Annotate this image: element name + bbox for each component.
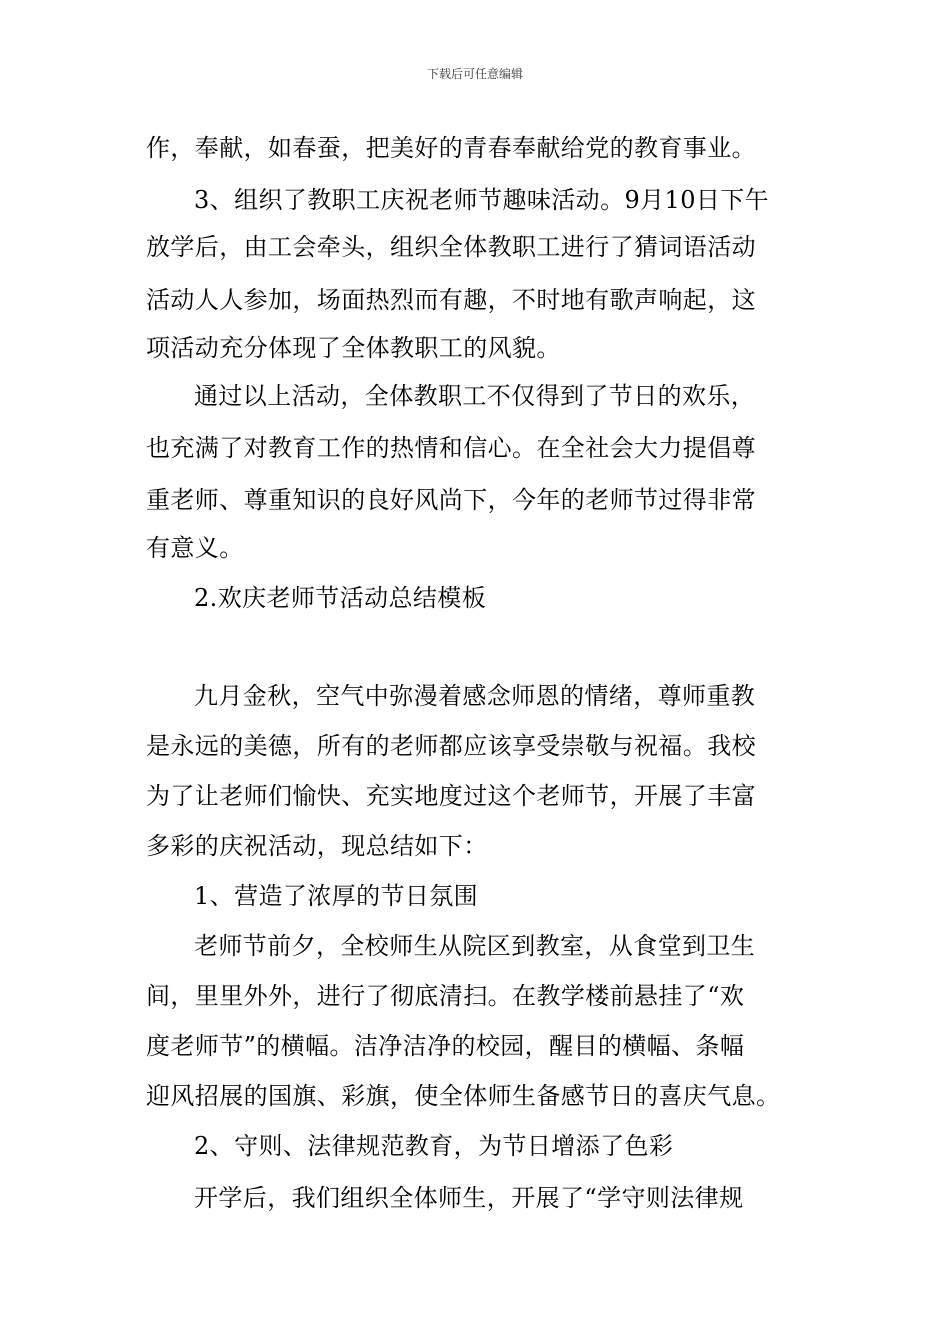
body-line: 有意义。 [146,534,244,562]
body-line: 老师节前夕，全校师生从院区到教室，从食堂到卫生 [194,932,756,960]
subsection-heading: 2、守则、法律规范教育，为节日增添了色彩 [194,1132,674,1160]
page-header-note: 下载后可任意编辑 [426,67,523,81]
body-line: 通过以上活动，全体教职工不仅得到了节日的欢乐， [194,382,756,410]
section-heading: 2.欢庆老师节活动总结模板 [194,584,487,612]
body-line: 间，里里外外，进行了彻底清扫。在教学楼前悬挂了“欢 [146,982,745,1010]
body-line: 九月金秋，空气中弥漫着感念师恩的情绪，尊师重教 [194,682,756,710]
body-line: 度老师节”的横幅。洁净洁净的校园，醒目的横幅、条幅 [146,1032,745,1060]
body-line: 多彩的庆祝活动，现总结如下： [146,832,488,860]
body-line: 迎风招展的国旗、彩旗，使全体师生备感节日的喜庆气息。 [146,1082,781,1110]
body-line: 活动人人参加，场面热烈而有趣，不时地有歌声响起，这 [146,286,756,314]
body-line: 3、组织了教职工庆祝老师节趣味活动。9月10日下午 [194,186,770,214]
body-line: 放学后，由工会牵头，组织全体教职工进行了猜词语活动 [146,233,756,261]
body-line: 也充满了对教育工作的热情和信心。在全社会大力提倡尊 [146,434,756,462]
body-line: 为了让老师们愉快、充实地度过这个老师节，开展了丰富 [146,782,756,810]
body-line: 重老师、尊重知识的良好风尚下，今年的老师节过得非常 [146,486,756,514]
body-line: 是永远的美德，所有的老师都应该享受崇敬与祝福。我校 [146,732,756,760]
subsection-heading: 1、营造了浓厚的节日氛围 [194,882,479,910]
body-line: 开学后，我们组织全体师生，开展了“学守则法律规 [194,1184,744,1212]
body-line: 项活动充分体现了全体教职工的风貌。 [146,334,561,362]
body-line: 作，奉献，如春蚕，把美好的青春奉献给党的教育事业。 [146,134,756,162]
